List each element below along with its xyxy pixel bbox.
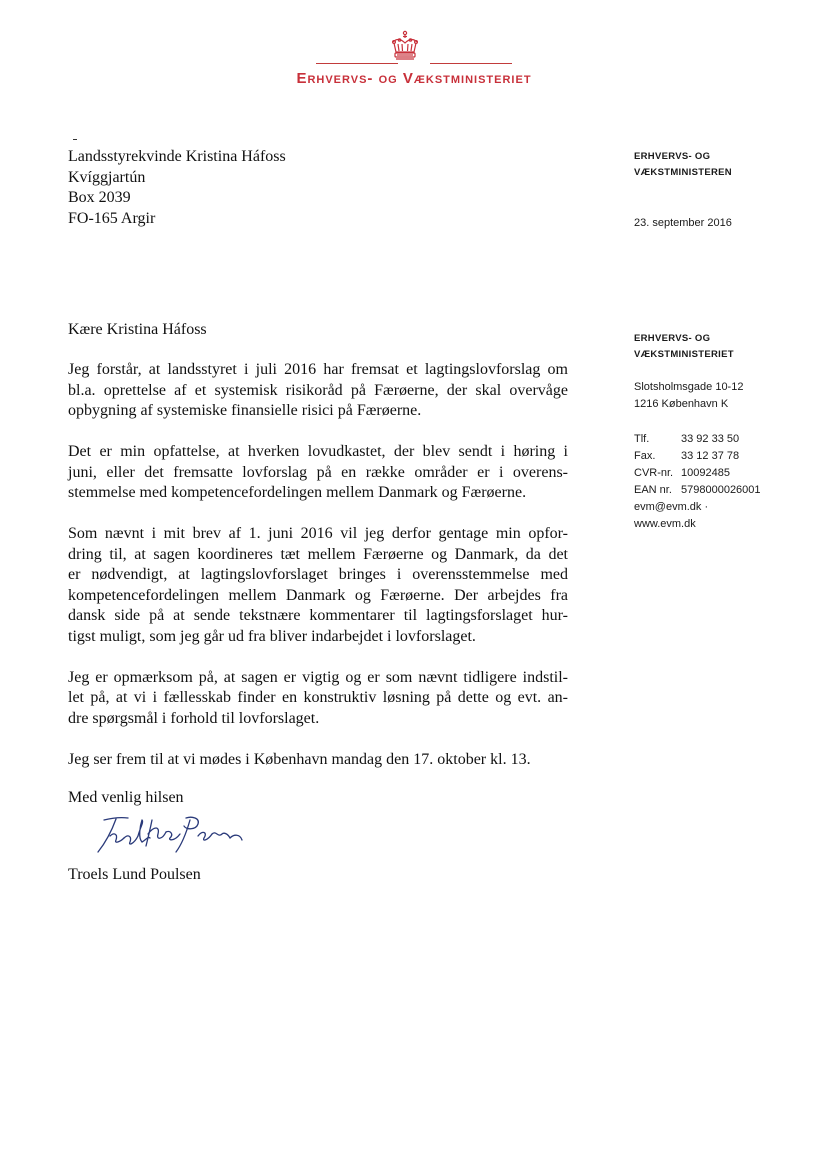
recipient-line: Landsstyrekvinde Kristina Háfoss [68,148,286,165]
letter-body [68,360,568,791]
text-line: Jeg er opmærksom på, at sagen er vigtig og er som nævnt tidligere indstil- [68,668,568,686]
paragraph [68,750,568,771]
sender-title-line: ERHVERVS- OG [634,151,711,162]
text-line: Jeg forstår, at landsstyret i juli 2016 har fremsat et lagtingslovforslag om [68,361,568,378]
ministry-name: Erhvervs- og Vækstministeriet [296,70,532,87]
sender-title-line: VÆKSTMINISTEREN [634,167,732,178]
text-line: dansk side på at sende tekstnære kommentarer til lagtingsforslaget hur- [68,607,568,624]
handwritten-signature [90,812,250,862]
sender-title [634,149,732,181]
contact-fax [634,448,761,465]
text-line: dre spørgsmål i forhold til lovforslaget. [68,709,320,727]
contact-label: Tlf. [634,433,650,445]
paragraph [68,668,568,730]
signer-name: Troels Lund Poulsen [68,866,201,883]
contact-label: EAN nr. [634,484,672,496]
text-line: stemmelse med kompetencefordelingen mellem Danmark og Færøerne. [68,484,527,501]
contact-cvr [634,465,761,482]
sender-address-line: 1216 København K [634,398,729,410]
letterhead-rule-left [316,63,398,64]
contact-value: 33 92 33 50 [681,433,740,445]
contact-ean [634,482,761,499]
sender-address-line: Slotsholmsgade 10-12 [634,381,744,393]
recipient-address [68,147,286,229]
recipient-line: Box 2039 [68,189,131,206]
contact-value: 10092485 [681,467,730,479]
scan-mark [73,139,77,140]
email-link[interactable]: evm@evm.dk · [634,501,709,513]
contact-email[interactable] [634,499,761,516]
contact-website[interactable] [634,516,761,533]
text-line: Jeg ser frem til at vi mødes i København mandag den 17. oktober kl. 13. [68,750,531,768]
text-line: er nødvendigt, at lagtingslovforslaget bringes i overensstemmelse med [68,566,568,583]
letter-date: 23. september 2016 [634,217,732,229]
paragraph [68,524,568,647]
contact-label: CVR-nr. [634,467,674,479]
contact-phone [634,431,761,448]
text-line: Som nævnt i mit brev af 1. juni 2016 vil jeg derfor gentage min opfor- [68,525,568,542]
contact-value: 5798000026001 [681,484,761,496]
salutation: Kære Kristina Háfoss [68,321,207,338]
letterhead-rule-right [430,63,512,64]
text-line: Det er min opfattelse, at hverken lovudkastet, der blev sendt i høring i [68,443,568,460]
closing: Med venlig hilsen [68,789,184,806]
text-line: juni, eller det fremsatte lovforslag på en række områder er i overens- [68,463,568,481]
recipient-line: FO-165 Argir [68,209,156,227]
text-line: tigst muligt, som jeg går ud fra bliver indarbejdet i lovforslaget. [68,627,476,645]
recipient-line: Kvíggjartún [68,168,146,186]
text-line: dring til, at sagen koordineres tæt mellem Færøerne og Danmark, da det [68,545,568,563]
text-line: kompetencefordelingen mellem Danmark og Færøerne. Der arbejdes fra [68,586,568,604]
crown-icon [387,30,423,64]
sender-contact-info [634,431,761,533]
contact-label: Fax. [634,450,656,462]
contact-value: 33 12 37 78 [681,450,740,462]
text-line: let på, at vi i fællesskab finder en konstruktiv løsning på dette og evt. an- [68,689,568,706]
text-line: bl.a. oprettelse af et systemisk risikoråd på Færøerne, der skal overvåge [68,381,568,399]
sender-org-line: VÆKSTMINISTERIET [634,349,734,360]
sender-address [634,379,743,413]
website-link[interactable]: www.evm.dk [634,518,696,530]
sender-org-line: ERHVERVS- OG [634,333,711,344]
text-line: opbygning af systemiske finansielle risici på Færøerne. [68,402,422,419]
sender-organisation [634,331,734,363]
paragraph [68,442,568,504]
paragraph [68,360,568,422]
